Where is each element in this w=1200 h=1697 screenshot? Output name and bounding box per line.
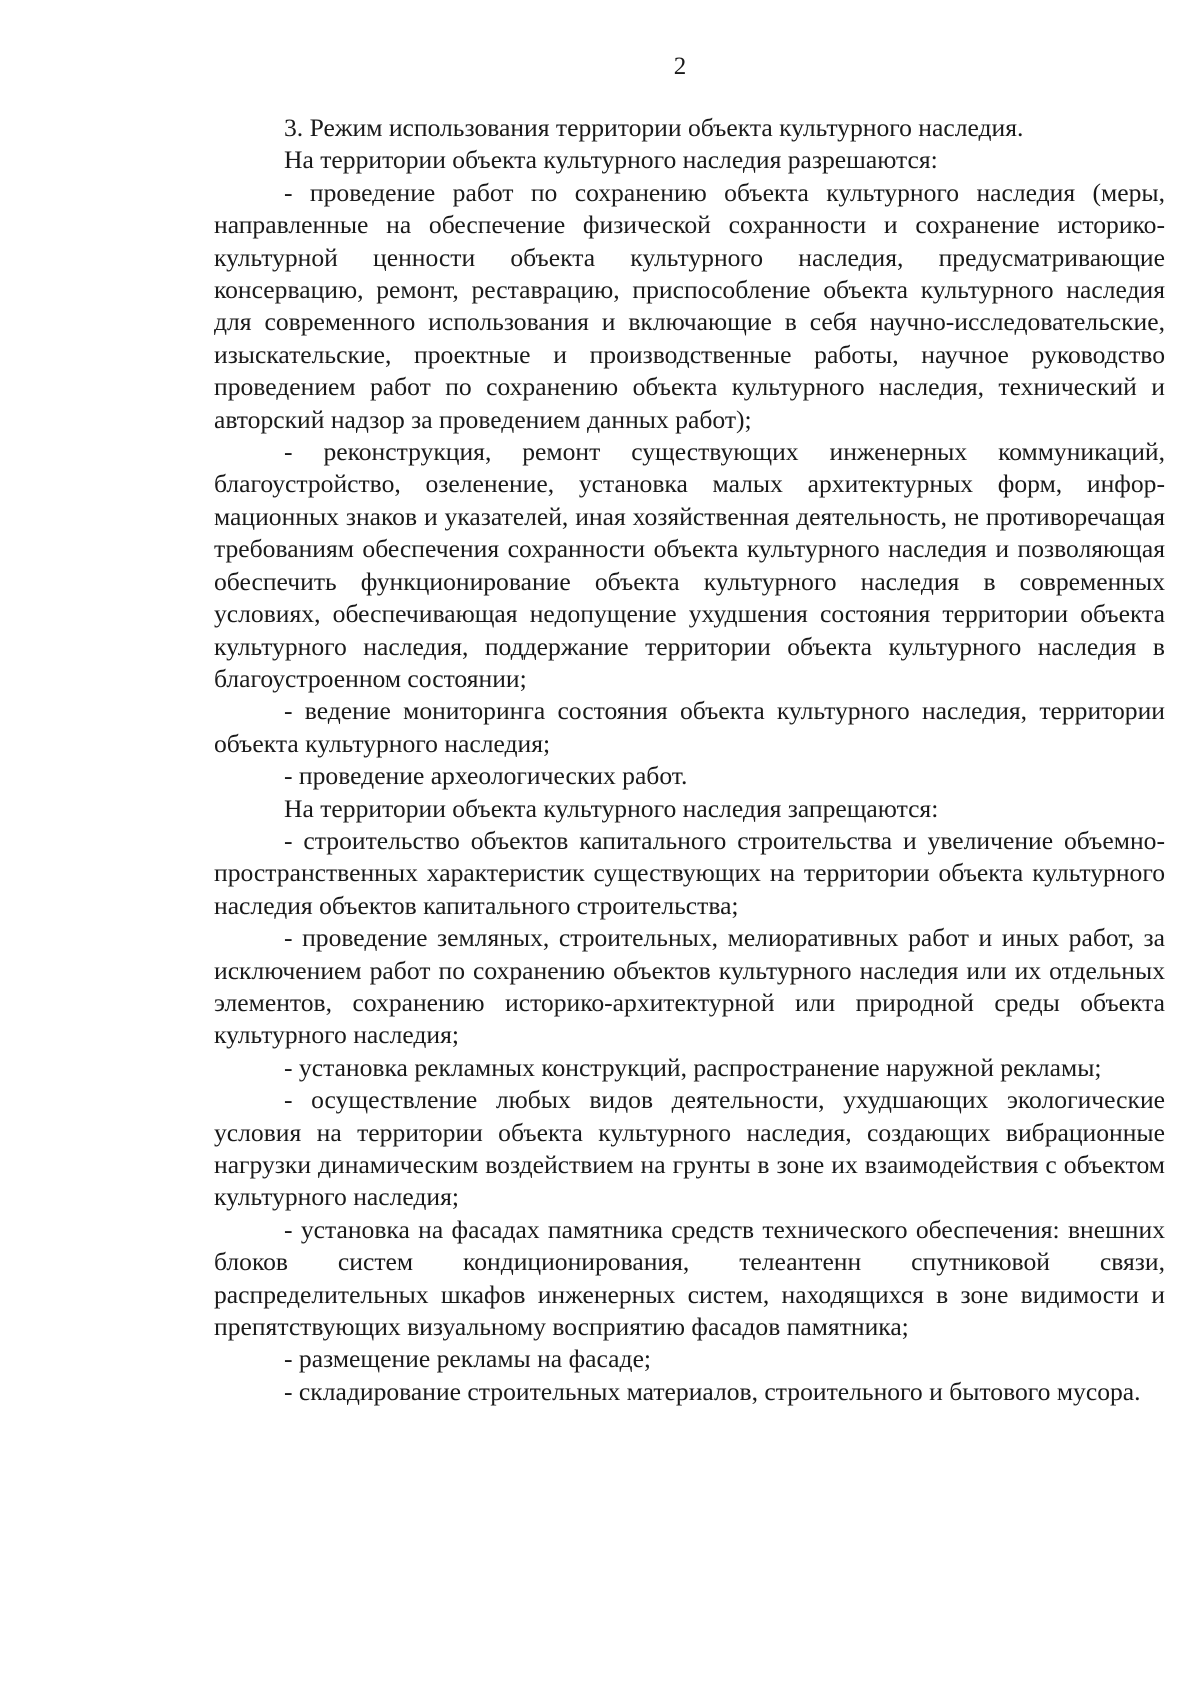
allowed-item-reconstruction: - реконструкция, ремонт существующих инженерных коммуникаций, благоустройство, озеленение, установка малых архитектурных форм, информационных знаков и указателей, иная хозяйственная деятельность, не противоречащая требованиям обеспечения сохранности объекта культурного наследия и позволяющая обеспечить функционирование объекта культурного наследия в современных условиях, обеспечивающая недопущение ухудшения состояния территории объекта культурного наследия, поддержание территории объекта культурного наследия в благоустроенном состоянии;	[214, 437, 1165, 693]
prohibited-item-earthworks: - проведение земляных, строительных, мелиоративных работ и иных работ, за исключением работ по сохранению объектов культурного наследия или их отдельных элементов, сохранению историко-архитектурной или природной среды объекта культурного наследия;	[214, 923, 1165, 1050]
prohibited-item-facade-equipment: - установка на фасадах памятника средств технического обеспечения: внешних блоков систем кондиционирования, телеантенн спутниковой связи, распределительных шкафов инженерных систем, находящихся в зоне видимости и препятствующих визуальному восприятию фасадов памятника;	[214, 1214, 1165, 1342]
prohibited-intro: На территории объекта культурного наследия запрещаются:	[284, 793, 939, 823]
prohibited-item-facade-advertising: - размещение рекламы на фасаде;	[284, 1344, 652, 1374]
section-heading: 3. Режим использования территории объекта культурного наследия.	[284, 113, 1024, 142]
prohibited-item-construction: - строительство объектов капитального строительства и увеличение объемно-пространственных характеристик существующих на территории объекта культурного наследия объектов капитального строительства;	[214, 825, 1165, 920]
prohibited-item-storage: - складирование строительных материалов, строительного и бытового мусора.	[284, 1376, 1141, 1406]
allowed-item-archaeology: - проведение археологических работ.	[284, 761, 688, 791]
document-body	[214, 112, 1165, 1408]
allowed-intro: На территории объекта культурного наследия разрешаются:	[284, 145, 938, 175]
allowed-item-monitoring: - ведение мониторинга состояния объекта культурного наследия, территории объекта культурного наследия;	[214, 696, 1165, 758]
prohibited-item-advertising-structures: - установка рекламных конструкций, распространение наружной рекламы;	[284, 1052, 1102, 1082]
page-number: 2	[673, 53, 687, 80]
prohibited-item-ecological-impact: - осуществление любых видов деятельности, ухудшающих экологические условия на территории объекта культурного наследия, создающих вибрационные нагрузки динамическим воздействием на грунты в зоне их взаимодействия с объектом культурного наследия;	[214, 1085, 1165, 1212]
allowed-item-preservation-works: - проведение работ по сохранению объекта культурного наследия (меры, направленные на обеспечение физической сохранности и сохранение историко-культурной ценности объекта культурного наследия, предусматривающие консервацию, ремонт, реставрацию, приспособление объекта культурного наследия для современного использования и включающие в себя научно-исследовательские, изыскательские, проектные и производственные работы, научное руководство проведением работ по сохранению объекта культурного наследия, технический и авторский надзор за проведением данных работ);	[214, 177, 1165, 434]
